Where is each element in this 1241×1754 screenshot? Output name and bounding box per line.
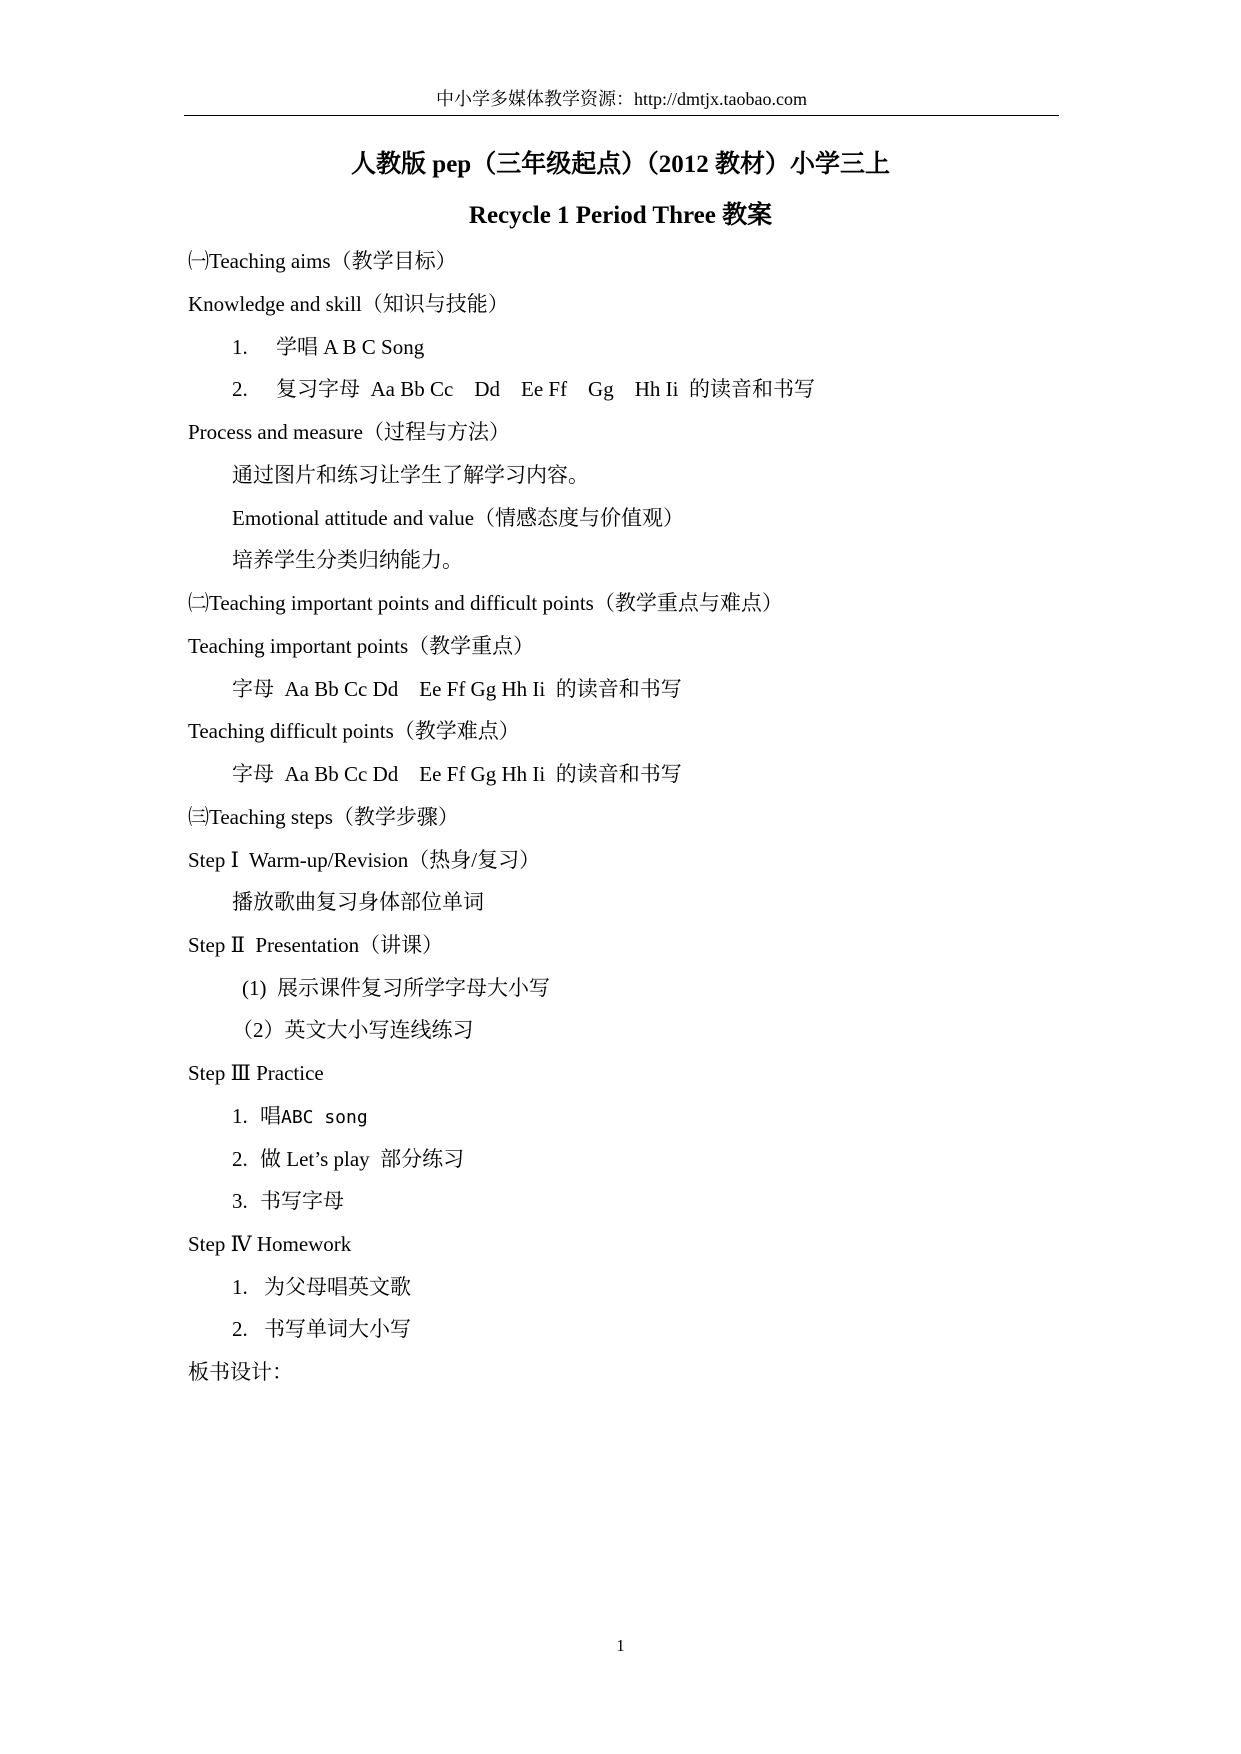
step3-heading: Step Ⅲ Practice: [188, 1061, 324, 1085]
item-number: 2.: [232, 377, 248, 401]
item-number: 1.: [232, 1275, 248, 1299]
item-number: 3.: [232, 1189, 248, 1213]
step3-item: [232, 1103, 368, 1131]
item-text: 复习字母 Aa Bb Cc Dd Ee Ff Gg Hh Ii 的读音和书写: [276, 377, 815, 401]
step2-item: （2）英文大小写连线练习: [232, 1018, 474, 1042]
step1-heading: Step Ⅰ Warm-up/Revision（热身/复习）: [188, 848, 541, 872]
page-number: 1: [616, 1636, 625, 1655]
step3-item: [232, 1188, 344, 1214]
step4-item: [232, 1316, 411, 1342]
important-text: 字母 Aa Bb Cc Dd Ee Ff Gg Hh Ii 的读音和书写: [232, 677, 682, 701]
step2-item: (1) 展示课件复习所学字母大小写: [242, 976, 550, 1000]
step4-item: [232, 1274, 411, 1300]
item-number: 2.: [232, 1317, 248, 1341]
step3-item: [232, 1146, 464, 1172]
item-number: 2.: [232, 1147, 248, 1171]
step4-heading: Step Ⅳ Homework: [188, 1232, 352, 1256]
difficult-heading: Teaching difficult points（教学难点）: [188, 719, 520, 743]
item-number: 1.: [232, 1104, 248, 1128]
knowledge-item: [232, 334, 424, 360]
item-text: 学唱 A B C Song: [276, 335, 425, 359]
process-text: 通过图片和练习让学生了解学习内容。: [232, 463, 589, 487]
steps-heading: ㈢Teaching steps（教学步骤）: [188, 805, 459, 829]
item-code-text: ABC song: [281, 1107, 368, 1128]
header-divider: [184, 115, 1059, 116]
step2-heading: Step Ⅱ Presentation（讲课）: [188, 933, 444, 957]
knowledge-item: [232, 376, 815, 402]
document-subtitle: Recycle 1 Period Three 教案: [468, 202, 773, 229]
item-text: 做 Let’s play 部分练习: [260, 1147, 465, 1171]
process-heading: Process and measure（过程与方法）: [188, 420, 510, 444]
step1-text: 播放歌曲复习身体部位单词: [232, 890, 484, 914]
page-header: 中小学多媒体教学资源：http://dmtjx.taobao.com: [436, 89, 807, 109]
aims-heading: ㈠Teaching aims（教学目标）: [188, 249, 457, 273]
difficult-text: 字母 Aa Bb Cc Dd Ee Ff Gg Hh Ii 的读音和书写: [232, 762, 682, 786]
emotion-heading: Emotional attitude and value（情感态度与价值观）: [232, 506, 685, 530]
board-design-heading: 板书设计：: [188, 1360, 293, 1384]
item-text: 唱: [260, 1104, 281, 1128]
item-text: 为父母唱英文歌: [264, 1275, 411, 1299]
important-heading: Teaching important points（教学重点）: [188, 634, 535, 658]
item-text: 书写单词大小写: [264, 1317, 411, 1341]
points-heading: ㈡Teaching important points and difficult points（教学重点与难点）: [188, 591, 783, 615]
item-text: 书写字母: [260, 1189, 344, 1213]
item-number: 1.: [232, 335, 248, 359]
document-title: 人教版 pep（三年级起点）（2012 教材）小学三上: [351, 151, 890, 178]
knowledge-heading: Knowledge and skill（知识与技能）: [188, 292, 509, 316]
emotion-text: 培养学生分类归纳能力。: [232, 548, 463, 572]
